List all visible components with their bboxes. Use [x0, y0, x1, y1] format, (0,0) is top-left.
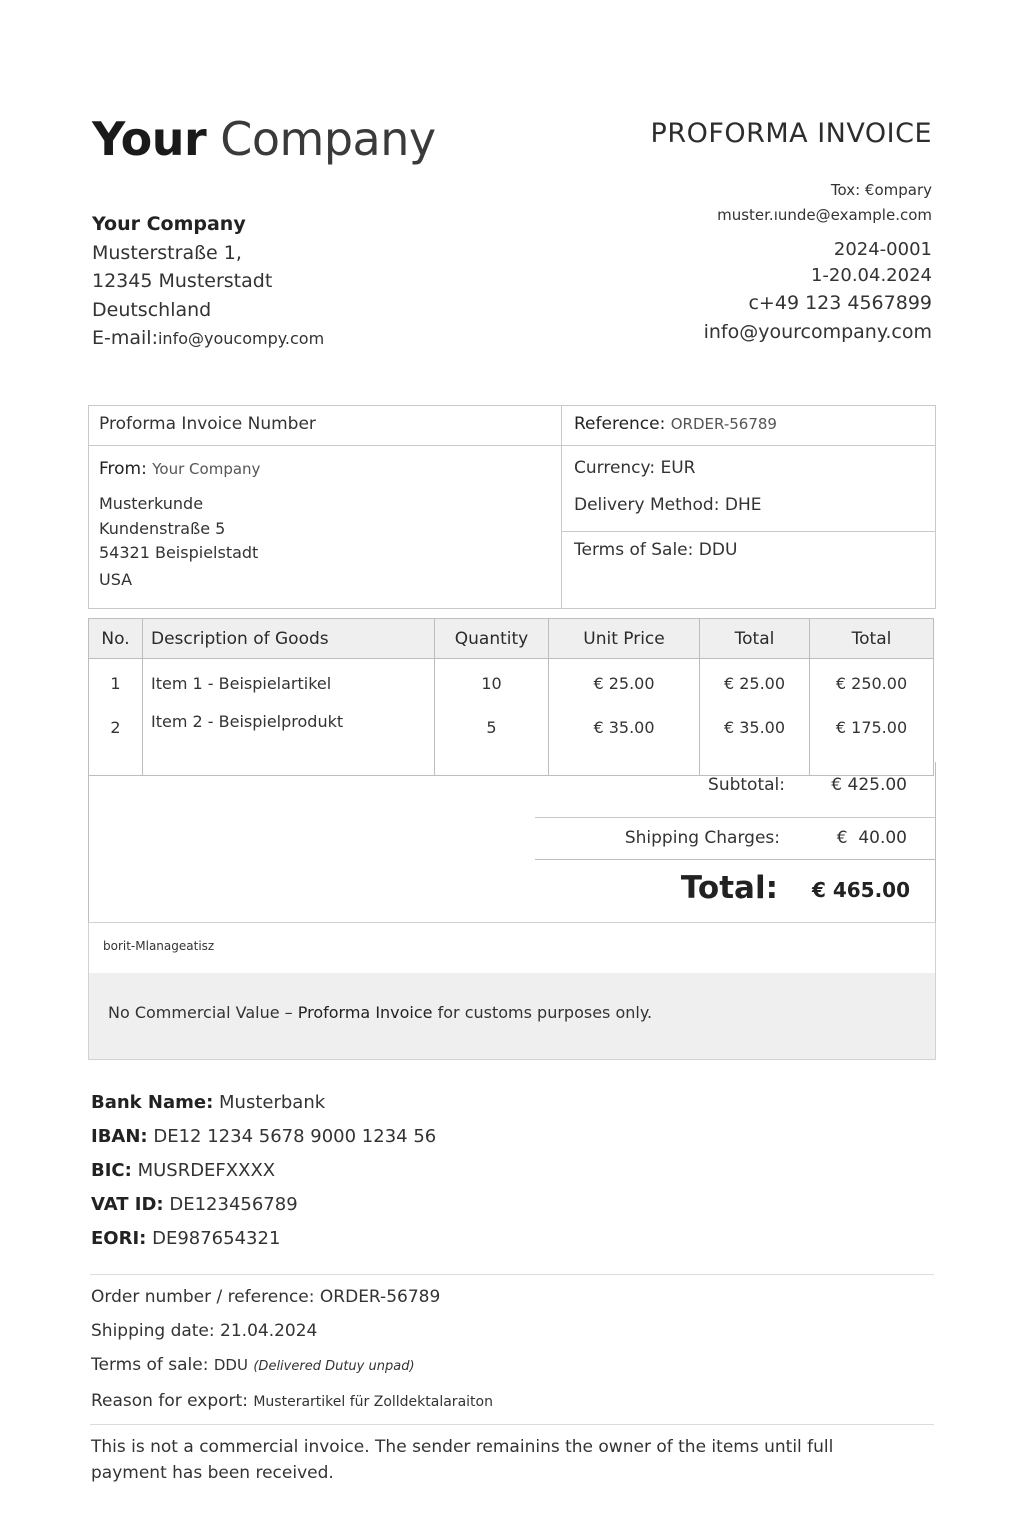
recipient-city: 54321 Beispielstadt — [99, 543, 259, 562]
grand-total-label: Total: — [680, 870, 778, 906]
ship-value: 21.04.2024 — [220, 1321, 318, 1341]
bic-value: MUSRDEFXXXX — [137, 1160, 276, 1181]
divider — [535, 859, 935, 860]
notice-message — [108, 1003, 652, 1022]
sender-country: Deutschland — [92, 298, 212, 321]
reason-label: Reason for export: — [91, 1391, 248, 1411]
vat-label: VAT ID: — [91, 1194, 164, 1215]
items-table — [88, 618, 934, 776]
reference-value: ORDER-56789 — [670, 415, 777, 433]
row-quantity: 10 — [435, 659, 549, 709]
notice-prefix: No Commercial Value – — [108, 1003, 298, 1022]
ship-label: Shipping date: — [91, 1321, 215, 1341]
delivery-method — [574, 495, 762, 515]
header-no: No. — [89, 619, 143, 659]
divider — [561, 531, 935, 532]
order-reference — [91, 1280, 493, 1314]
row-quantity: 5 — [435, 708, 549, 776]
sender-name: Your Company — [92, 213, 246, 235]
recipient-address — [99, 492, 258, 592]
from — [99, 459, 260, 479]
eori-value: DE987654321 — [152, 1228, 281, 1249]
row-line-total: € 250.00 — [810, 659, 934, 709]
meta-date: 1-20.04.2024 — [810, 265, 932, 286]
footer-disclaimer: This is not a commercial invoice. The sender remainins the owner of the items until full payment has been received. — [91, 1437, 834, 1483]
bic-label: BIC: — [91, 1160, 132, 1181]
terms-value: DDU — [698, 540, 738, 560]
delivery-label: Delivery Method: — [574, 495, 720, 515]
bank-name — [91, 1086, 436, 1120]
meta-line2: muster.ıunde@example.com — [717, 206, 932, 224]
eori-label: EORI: — [91, 1228, 147, 1249]
shipping-date — [91, 1314, 493, 1348]
customs-notice — [88, 922, 936, 1060]
sender-city: 12345 Musterstadt — [92, 270, 273, 292]
delivery-value: DHE — [724, 495, 762, 515]
invoice-number-label: Proforma Invoice Number — [99, 414, 316, 434]
recipient-street: Kundenstraße 5 — [99, 518, 226, 538]
currency-value: EUR — [660, 458, 696, 478]
currency-label: Currency: — [574, 458, 656, 478]
divider — [535, 817, 935, 818]
logo-bold: Your — [92, 112, 207, 166]
row-total: € 25.00 — [700, 659, 810, 709]
table-header-row — [89, 619, 934, 659]
row-line-total: € 175.00 — [810, 708, 934, 776]
row-unit-price: € 25.00 — [549, 659, 700, 709]
company-logo — [92, 112, 436, 166]
sender-email — [92, 324, 324, 354]
order-terms-value: DDU — [213, 1356, 248, 1374]
shipping-label: Shipping Charges: — [624, 828, 780, 848]
header-quantity: Quantity — [435, 619, 549, 659]
currency — [574, 458, 696, 478]
iban-value: DE12 1234 5678 9000 1234 56 — [153, 1126, 437, 1147]
order-label: Order number / reference: — [91, 1287, 315, 1307]
from-value: Your Company — [152, 460, 261, 478]
meta-invoice-number: 2024-0001 — [833, 239, 932, 260]
logo-rest: Company — [220, 112, 436, 166]
reason-value: Musterartikel für Zolldektalaraiton — [253, 1394, 493, 1410]
meta-email: info@yourcompany.com — [703, 321, 932, 343]
recipient-country: USA — [99, 569, 133, 589]
terms-of-sale — [574, 540, 737, 560]
order-value: ORDER-56789 — [319, 1287, 441, 1307]
export-reason — [91, 1384, 493, 1419]
meta-phone: c+49 123 4567899 — [748, 292, 932, 314]
totals-section — [88, 762, 936, 922]
header-line-total: Total — [810, 619, 934, 659]
shipping-value: € 40.00 — [836, 828, 907, 848]
subtotal-label: Subtotal: — [708, 775, 785, 795]
bank-name-value: Musterbank — [219, 1092, 326, 1113]
row-description: Item 2 - Beispielprodukt — [143, 708, 435, 776]
divider — [89, 445, 561, 446]
divider — [90, 1274, 934, 1275]
row-no: 2 — [89, 708, 143, 776]
order-info — [91, 1280, 493, 1419]
invoice-info-box — [88, 405, 936, 609]
reference — [574, 414, 777, 434]
divider — [561, 406, 562, 608]
bank-name-label: Bank Name: — [91, 1092, 214, 1113]
terms-label: Terms of Sale: — [574, 540, 694, 560]
bank-details — [91, 1086, 436, 1256]
iban-label: IBAN: — [91, 1126, 148, 1147]
notice-suffix: for customs purposes only. — [432, 1003, 653, 1022]
notice-small-text: borit-Mlanageatisz — [103, 939, 215, 953]
header-description: Description of Goods — [143, 619, 435, 659]
subtotal-value: € 425.00 — [831, 775, 907, 795]
reference-label: Reference: — [574, 414, 666, 434]
sender-email-label: E-mail: — [92, 327, 158, 349]
eori — [91, 1222, 436, 1256]
row-description: Item 1 - Beispielartikel — [143, 659, 435, 709]
row-no: 1 — [89, 659, 143, 709]
row-total: € 35.00 — [700, 708, 810, 776]
vat-value: DE123456789 — [169, 1194, 298, 1215]
table-row — [89, 659, 934, 709]
invoice-meta — [704, 178, 932, 347]
sender-street: Musterstraße 1, — [92, 241, 242, 264]
from-label: From: — [99, 459, 147, 479]
order-terms-note: (Delivered Dutuy unpad) — [253, 1359, 415, 1374]
iban — [91, 1120, 436, 1154]
divider — [561, 445, 935, 446]
document-title: PROFORMA INVOICE — [650, 118, 932, 149]
grand-total-value: € 465.00 — [811, 878, 910, 902]
meta-line1: Tox: €ompary — [830, 181, 932, 199]
order-terms-label: Terms of sale: — [91, 1355, 209, 1375]
recipient-name: Musterkunde — [99, 494, 204, 513]
vat-id — [91, 1188, 436, 1222]
order-terms — [91, 1348, 493, 1384]
bic — [91, 1154, 436, 1188]
sender-address — [92, 210, 324, 354]
header-total: Total — [700, 619, 810, 659]
divider — [90, 1424, 934, 1425]
sender-email-value: info@youcompy.com — [157, 329, 325, 348]
row-unit-price: € 35.00 — [549, 708, 700, 776]
notice-bold: Proforma Invoice — [297, 1003, 433, 1022]
header-unit-price: Unit Price — [549, 619, 700, 659]
notice-top — [89, 923, 935, 973]
